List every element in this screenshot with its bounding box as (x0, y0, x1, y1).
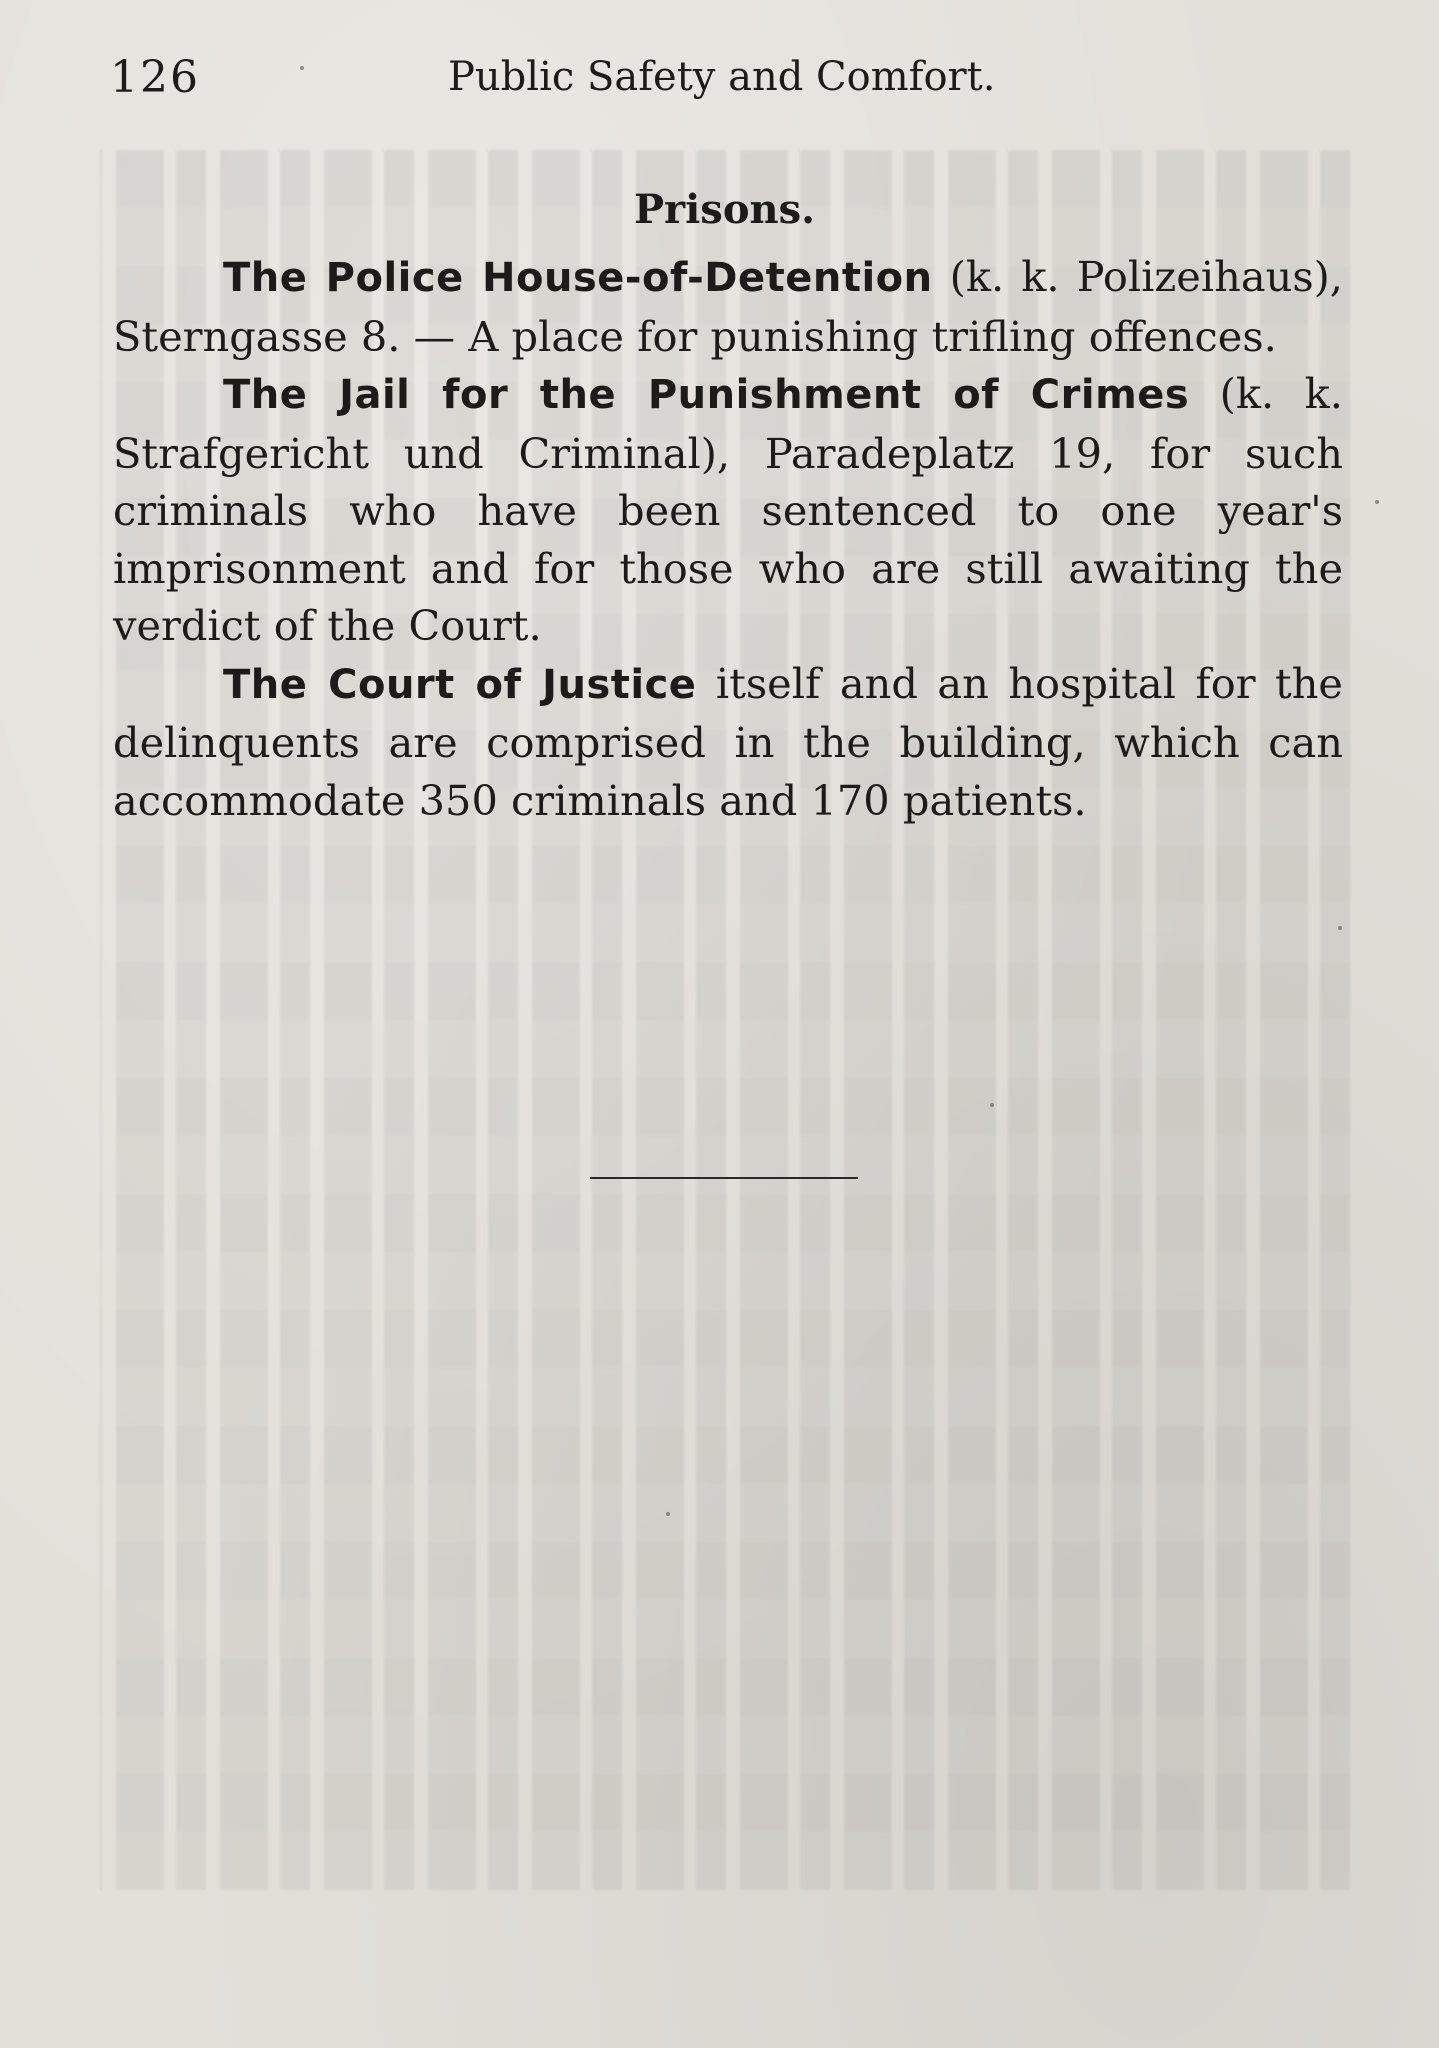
entry-title: The Police House-of-Detention (223, 255, 933, 301)
entry-text: itself and an hospital for the delinquents are comprised in the building, which can accommodate 350 criminals and 170 patients. (113, 658, 1343, 825)
paragraph-court-of-justice (113, 655, 1343, 830)
paragraph-jail (113, 365, 1343, 655)
body-text (113, 248, 1343, 829)
running-title: Public Safety and Comfort. (448, 54, 996, 100)
section-end-rule (590, 1177, 858, 1179)
page-header (110, 52, 1350, 112)
paper-speck (1338, 926, 1342, 930)
entry-text: (k. k. Strafgericht und Criminal), Paradeplatz 19, for such criminals who have been sentenced to one year's imprisonment and for those who are still awaiting the verdict of the Court. (113, 369, 1343, 650)
entry-title: The Jail for the Punishment of Crimes (223, 372, 1190, 418)
paper-speck (1375, 500, 1379, 504)
paper-speck (666, 1512, 670, 1516)
entry-text: (k. k. Polizeihaus), Sterngasse 8. — A place for punishing trifling offences. (113, 252, 1343, 361)
entry-title: The Court of Justice (223, 661, 697, 708)
paragraph-police-house (113, 248, 1343, 365)
page-number: 126 (110, 52, 200, 103)
section-heading: Prisons. (633, 186, 816, 233)
paper-speck (990, 1103, 994, 1107)
